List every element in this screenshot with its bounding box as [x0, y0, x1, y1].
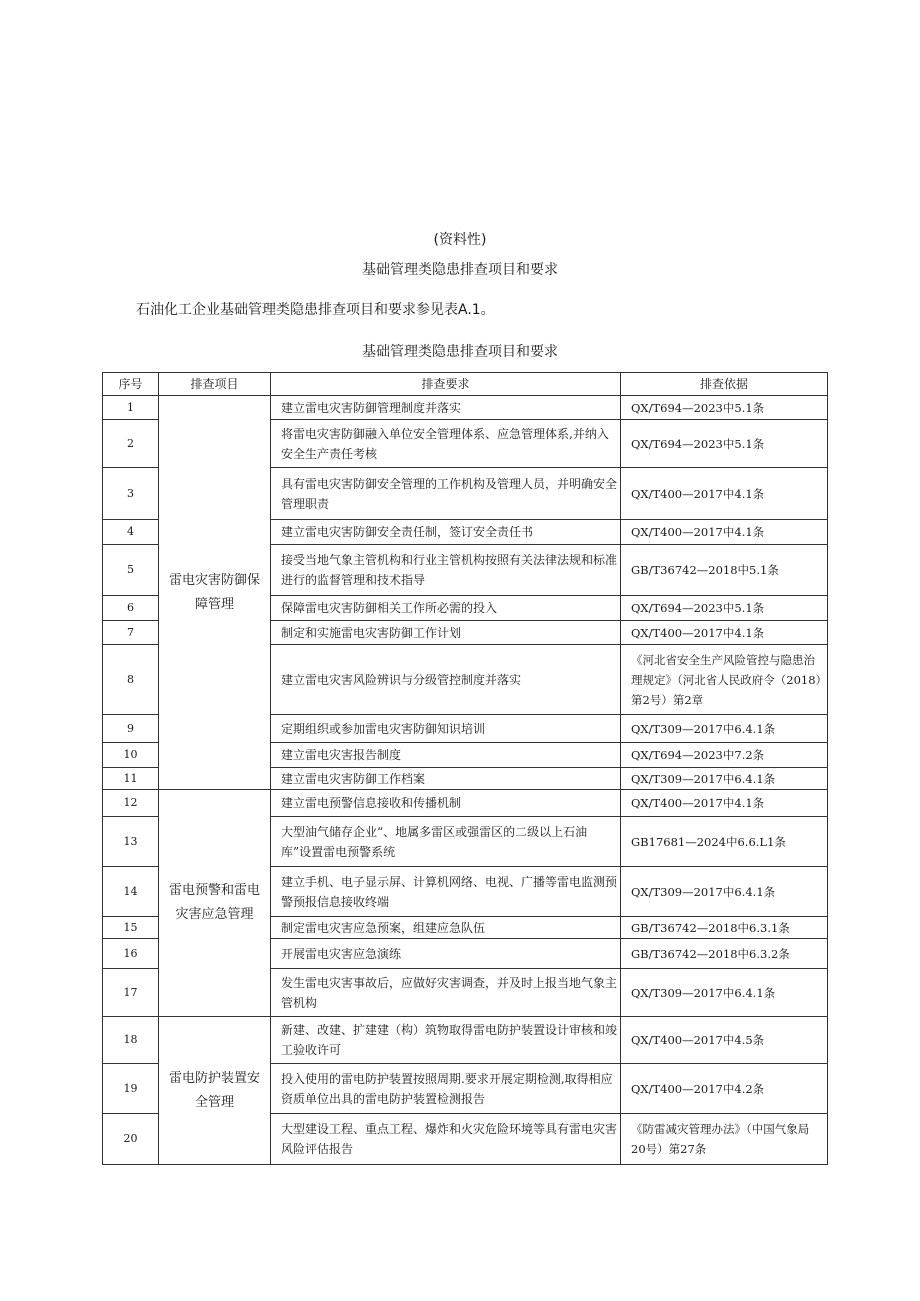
- row-basis: GB17681—2024中6.6.L1条: [621, 817, 828, 867]
- row-no: 9: [103, 715, 159, 743]
- row-no: 12: [103, 790, 159, 817]
- row-requirement: 新建、改建、扩建建（构）筑物取得雷电防护装置设计审核和竣工验收许可: [271, 1017, 621, 1064]
- group-lightning-warning-emergency: 雷电预警和雷电灾害应急管理: [159, 790, 271, 1017]
- row-no: 6: [103, 596, 159, 621]
- row-no: 20: [103, 1114, 159, 1165]
- row-basis: QX/T694—2023中5.1条: [621, 396, 828, 420]
- row-basis: GB/T36742—2018中6.3.2条: [621, 939, 828, 969]
- row-basis: QX/T309—2017中6.4.1条: [621, 969, 828, 1017]
- row-basis: QX/T400—2017中4.1条: [621, 468, 828, 520]
- row-basis: GB/T36742—2018中6.3.1条: [621, 917, 828, 939]
- hazard-check-table: [102, 372, 828, 1165]
- row-no: 1: [103, 396, 159, 420]
- row-no: 19: [103, 1064, 159, 1114]
- row-no: 3: [103, 468, 159, 520]
- row-requirement: 定期组织或参加雷电灾害防御知识培训: [271, 715, 621, 743]
- row-requirement: 建立雷电灾害防御工作档案: [271, 768, 621, 790]
- row-requirement: 制定雷电灾害应急预案，组建应急队伍: [271, 917, 621, 939]
- row-basis: 《河北省安全生产风险管控与隐患治理规定》（河北省人民政府令（2018）第2号）第2章: [621, 645, 828, 715]
- row-no: 16: [103, 939, 159, 969]
- row-requirement: 建立雷电灾害风险辨识与分级管控制度并落实: [271, 645, 621, 715]
- row-no: 2: [103, 420, 159, 468]
- row-requirement: 建立雷电灾害报告制度: [271, 743, 621, 768]
- annex-note: (资料性): [433, 232, 487, 248]
- group-lightning-device-safety: 雷电防护装置安全管理: [159, 1017, 271, 1165]
- table-row: [103, 396, 828, 420]
- row-requirement: 建立手机、电子显示屏、计算机网络、电视、广播等雷电监测预警预报信息接收终端: [271, 867, 621, 917]
- row-basis: QX/T400—2017中4.1条: [621, 790, 828, 817]
- row-requirement: 建立雷电灾害防御安全责任制，签订安全责任书: [271, 520, 621, 545]
- row-requirement: 建立雷电灾害防御管理制度并落实: [271, 396, 621, 420]
- row-no: 7: [103, 621, 159, 645]
- header-basis: 排查依据: [621, 373, 828, 396]
- row-requirement: 发生雷电灾害事故后，应做好灾害调查，并及时上报当地气象主管机构: [271, 969, 621, 1017]
- row-basis: QX/T400—2017中4.1条: [621, 621, 828, 645]
- table-row: [103, 790, 828, 817]
- row-requirement: 将雷电灾害防御融入单位安全管理体系、应急管理体系,并纳入安全生产责任考核: [271, 420, 621, 468]
- row-no: 4: [103, 520, 159, 545]
- header-requirement: 排查要求: [271, 373, 621, 396]
- row-basis: QX/T694—2023中7.2条: [621, 743, 828, 768]
- row-no: 5: [103, 545, 159, 596]
- table-row: [103, 1017, 828, 1064]
- table-title: 基础管理类隐患排查项目和要求: [362, 344, 558, 360]
- row-requirement: 开展雷电灾害应急演练: [271, 939, 621, 969]
- row-basis: QX/T400—2017中4.5条: [621, 1017, 828, 1064]
- header-no: 序号: [103, 373, 159, 396]
- row-requirement: 具有雷电灾害防御安全管理的工作机构及管理人员，并明确安全管理职责: [271, 468, 621, 520]
- row-no: 15: [103, 917, 159, 939]
- row-basis: QX/T694—2023中5.1条: [621, 420, 828, 468]
- row-no: 11: [103, 768, 159, 790]
- group-lightning-protection-guarantee: 雷电灾害防御保障管理: [159, 396, 271, 790]
- table-header-row: [103, 373, 828, 396]
- row-no: 17: [103, 969, 159, 1017]
- row-requirement: 保障雷电灾害防御相关工作所必需的投入: [271, 596, 621, 621]
- row-basis: GB/T36742—2018中5.1条: [621, 545, 828, 596]
- intro-text: 石油化工企业基础管理类隐患排查项目和要求参见表A.1。: [136, 302, 495, 318]
- row-no: 8: [103, 645, 159, 715]
- row-requirement: 制定和实施雷电灾害防御工作计划: [271, 621, 621, 645]
- row-requirement: 大型建设工程、重点工程、爆炸和火灾危险环境等具有雷电灾害风险评估报告: [271, 1114, 621, 1165]
- row-basis: QX/T400—2017中4.2条: [621, 1064, 828, 1114]
- annex-title: 基础管理类隐患排查项目和要求: [362, 262, 558, 278]
- header-item: 排查项目: [159, 373, 271, 396]
- row-basis: QX/T309—2017中6.4.1条: [621, 768, 828, 790]
- row-requirement: 投入使用的雷电防护装置按照周期.要求开展定期检测,取得相应资质单位出具的雷电防护装置检测报告: [271, 1064, 621, 1114]
- row-requirement: 建立雷电预警信息接收和传播机制: [271, 790, 621, 817]
- row-basis: QX/T309—2017中6.4.1条: [621, 715, 828, 743]
- row-requirement: 接受当地气象主管机构和行业主管机构按照有关法律法规和标准进行的监督管理和技术指导: [271, 545, 621, 596]
- row-basis: QX/T694—2023中5.1条: [621, 596, 828, 621]
- row-basis: QX/T400—2017中4.1条: [621, 520, 828, 545]
- row-no: 18: [103, 1017, 159, 1064]
- row-basis: QX/T309—2017中6.4.1条: [621, 867, 828, 917]
- row-no: 13: [103, 817, 159, 867]
- row-requirement: 大型油气储存企业“、地属多雷区或强雷区的二级以上石油库”设置雷电预警系统: [271, 817, 621, 867]
- row-basis: 《防雷减灾管理办法》（中国气象局20号）第27条: [621, 1114, 828, 1165]
- row-no: 14: [103, 867, 159, 917]
- row-no: 10: [103, 743, 159, 768]
